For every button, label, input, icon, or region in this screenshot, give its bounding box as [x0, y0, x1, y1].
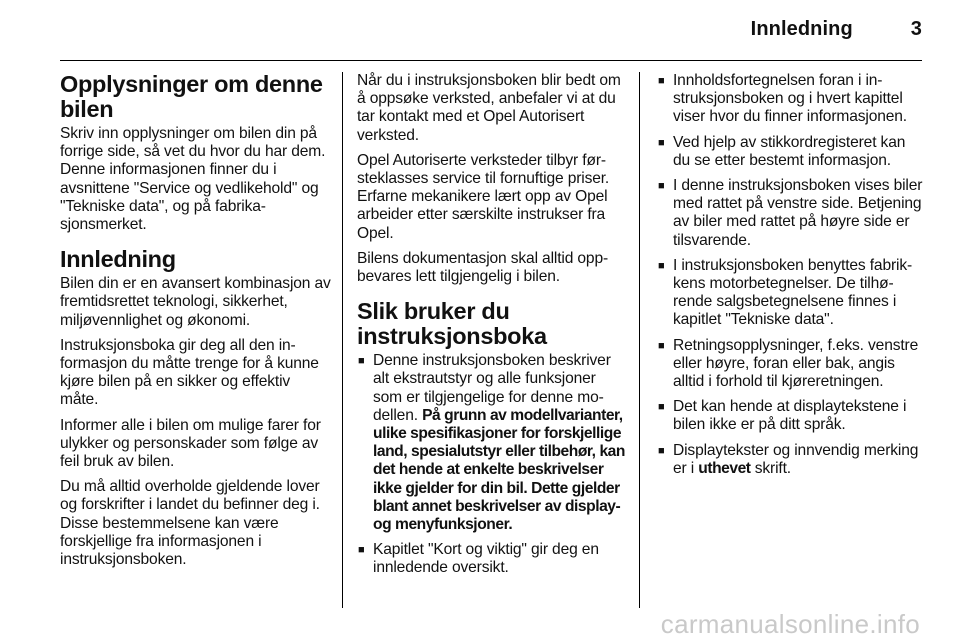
- bullet-square-icon: ■: [358, 544, 365, 557]
- bullet-item: [657, 257, 925, 330]
- bullet-item: [657, 177, 925, 250]
- bullet-square-icon: ■: [658, 136, 665, 149]
- bullet-square-icon: ■: [358, 355, 365, 368]
- header-rule: [60, 60, 922, 61]
- bullet-item: [657, 134, 925, 170]
- bullet-square-icon: ■: [658, 339, 665, 352]
- header-title: Innledning: [750, 18, 853, 40]
- bullet-item: [357, 352, 625, 534]
- paragraph: Bilens dokumentasjon skal alltid oppbevares lett tilgjengelig i bilen.: [357, 249, 609, 286]
- section-heading-vehicle-info: Opplysninger om denne bilen: [60, 71, 323, 122]
- paragraph: Instruksjonsboka gir deg all den informasjon du måtte trenge for å kunne kjøre bilen på en sikker og effektiv måte.: [60, 336, 319, 409]
- column-3: [657, 72, 925, 485]
- section-heading-introduction: Innledning: [60, 246, 176, 273]
- paragraph: Bilen din er en avansert kombinasjon av fremtidsrettet teknologi, sikkerhet, miljøvennlighet og økonomi.: [60, 275, 331, 329]
- bullet-item: [657, 442, 925, 478]
- bullet-text: Det kan hende at displaytekstene i bilen ikke er på ditt språk.: [673, 398, 907, 434]
- paragraph: Informer alle i bilen om mulige farer for ulykker og personskader som følge av feil bruk av bilen.: [60, 416, 321, 471]
- watermark: carmanualsonline.info: [660, 609, 920, 639]
- bullet-text: I denne instruksjonsboken vises biler med rattet på venstre side. Betjening av biler med rattet på høyre side er tilsvarende.: [673, 177, 923, 249]
- paragraph: Du må alltid overholde gjeldende lover og forskrifter i landet du befinner deg i. Disse bestemmelsene kan være forskjellige fra informasjonen i instruksjonsboken.: [60, 478, 320, 569]
- bullet-item: [657, 398, 925, 434]
- bullet-text: Denne instruksjonsboken beskriver alt ekstrautstyr og alle funksjoner som er tilgjengelige for denne modellen.: [373, 352, 611, 424]
- bullet-text: Kapitlet "Kort og viktig" gir deg en innledende oversikt.: [373, 541, 599, 577]
- column-divider-1: [342, 72, 343, 608]
- page-header: [751, 18, 922, 41]
- paragraph: Opel Autoriserte verksteder tilbyr førsteklasses service til fornuftige priser. Erfarne mekanikere lært opp av Opel arbeider etter særskilte instrukser fra Opel.: [357, 151, 610, 242]
- paragraph: Skriv inn opplysninger om bilen din på forrige side, så vet du hvor du har dem. Denne informasjonen finner du i avsnittene "Service og vedlikehold" og "Tekniske data", og på fabrikasjonsmerket.: [60, 125, 326, 234]
- bullet-text: I instruksjonsboken benyttes fabrikkens motorbetegnelser. De tilhørende salgsbetegnelsene finnes i kapitlet "Tekniske data".: [673, 256, 913, 329]
- bullet-bold-text: På grunn av modellvarianter, ulike spesifikasjoner for forskjellige land, spesialutstyr eller tilbehør, kan det hende at enkelte beskrivelser ikke gjelder for din bil. Dette gjelder blant annet beskrivelser av display- og menyfunksjoner.: [373, 406, 625, 534]
- bullet-text: Displaytekster og innvendig merking er i: [673, 441, 919, 477]
- bullet-bold-text: uthevet: [698, 459, 751, 477]
- bullet-text: Innholdsfortegnelsen foran i instruksjonsboken og i hvert kapittel viser hvor du finner informasjonen.: [673, 72, 907, 126]
- column-1: [60, 72, 332, 576]
- bullet-square-icon: ■: [658, 259, 665, 272]
- bullet-item: [657, 337, 925, 392]
- bullet-square-icon: ■: [658, 444, 665, 457]
- bullet-square-icon: ■: [658, 75, 665, 87]
- paragraph: Når du i instruksjonsboken blir bedt om å oppsøke verksted, anbefaler vi at du tar kontakt med et Opel Autorisert verksted.: [357, 72, 621, 144]
- bullet-item: [357, 541, 625, 577]
- bullet-item: [657, 72, 925, 127]
- column-divider-2: [639, 72, 640, 608]
- bullet-text: Ved hjelp av stikkordregisteret kan du se etter bestemt informasjon.: [673, 133, 906, 169]
- section-heading-how-to-use: Slik bruker du instruksjonsboka: [357, 298, 547, 350]
- bullet-text: Retningsopplysninger, f.eks. venstre eller høyre, foran eller bak, angis alltid i forhold til kjøreretningen.: [673, 336, 919, 391]
- bullet-square-icon: ■: [658, 180, 665, 193]
- page-number: 3: [910, 18, 922, 40]
- bullet-square-icon: ■: [658, 401, 665, 414]
- column-2: [357, 72, 625, 585]
- bullet-text: skrift.: [754, 459, 791, 477]
